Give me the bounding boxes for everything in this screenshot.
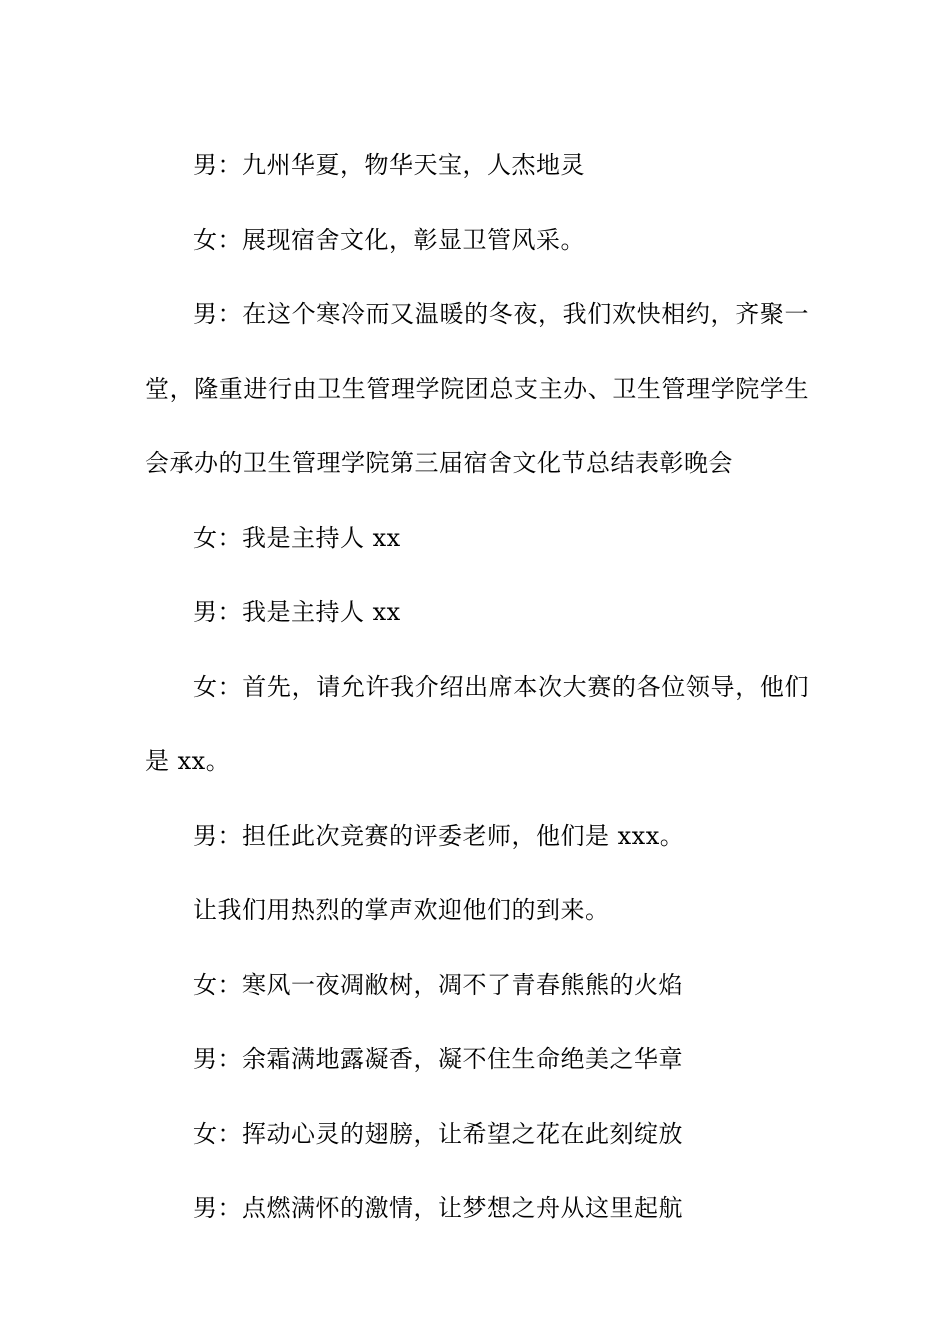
paragraph-2: 女：展现宿舍文化，彰显卫管风采。 (193, 225, 585, 254)
paragraph-10: 男：余霜满地露凝香，凝不住生命绝美之华章 (193, 1045, 683, 1073)
paragraph-6: 女：首先，请允许我介绍出席本次大赛的各位领导，他们是 xx。 (145, 672, 809, 775)
paragraph-5: 男：我是主持人 xx (193, 598, 401, 626)
paragraph-11: 女：挥动心灵的翅膀，让希望之花在此刻绽放 (193, 1119, 683, 1148)
paragraph-4: 女：我是主持人 xx (193, 523, 401, 552)
document-body (145, 128, 809, 1246)
paragraph-9: 女：寒风一夜凋敝树，凋不了青春熊熊的火焰 (193, 970, 683, 999)
paragraph-1: 男：九州华夏，物华天宝，人杰地灵 (193, 151, 585, 179)
paragraph-7: 男：担任此次竞赛的评委老师，他们是 xxx。 (193, 821, 685, 850)
paragraph-8: 让我们用热烈的掌声欢迎他们的到来。 (193, 896, 610, 924)
paragraph-12: 男：点燃满怀的激情，让梦想之舟从这里起航 (193, 1194, 683, 1222)
paragraph-3: 男：在这个寒冷而又温暖的冬夜，我们欢快相约，齐聚一堂，隆重进行由卫生管理学院团总支主办、卫生管理学院学生会承办的卫生管理学院第三届宿舍文化节总结表彰晚会 (145, 300, 809, 477)
